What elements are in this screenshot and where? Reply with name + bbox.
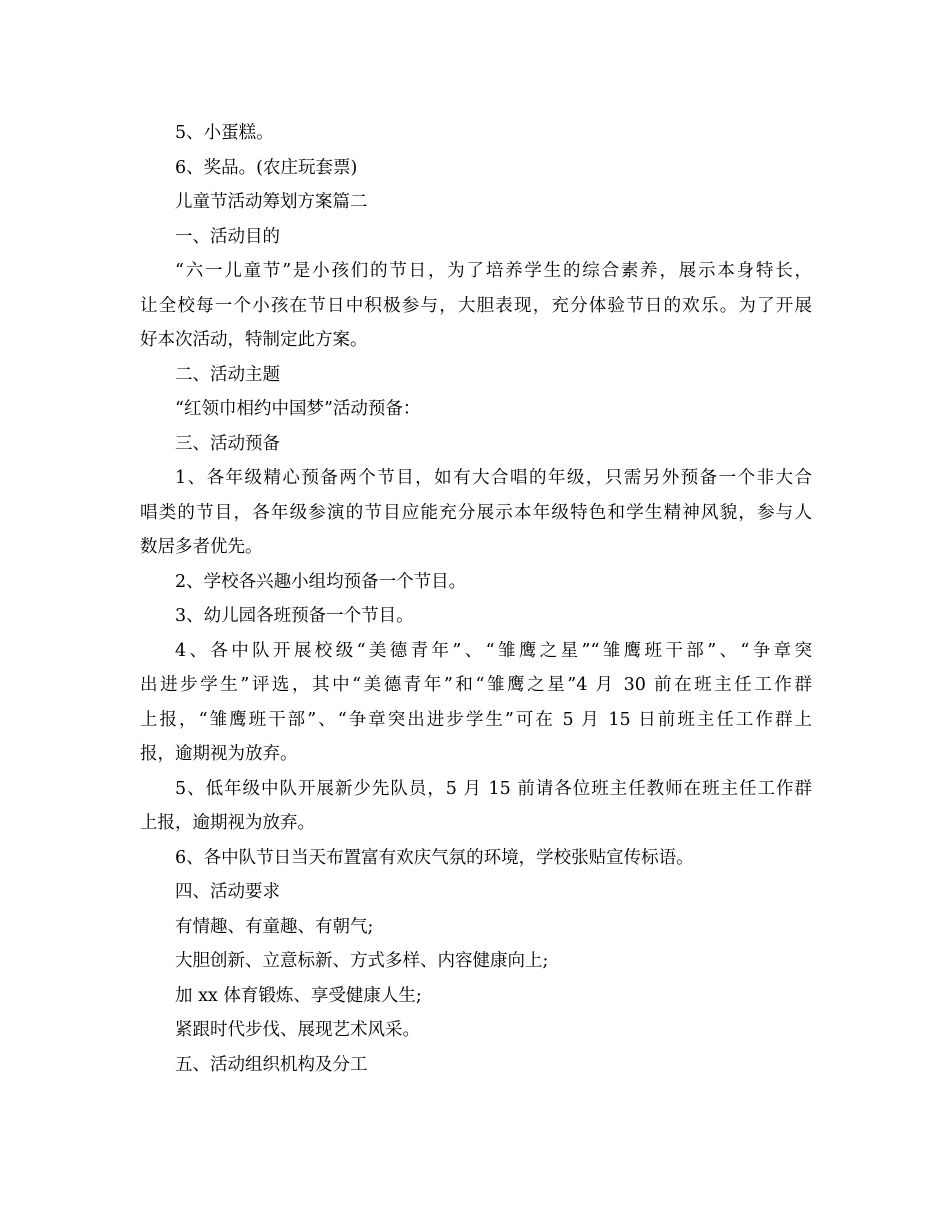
text-line: 出进步学生”评选，其中“美德青年”和“雏鹰之星”4 月 30 前在班主任工作群	[140, 675, 812, 695]
text-line: 5、低年级中队开展新少先队员，5 月 15 前请各位班主任教师在班主任工作群	[175, 778, 812, 799]
text-line: 大胆创新、立意标新、方式多样、内容健康向上;	[175, 951, 549, 971]
text-line: 让全校每一个小孩在节日中积极参与，大胆表现，充分体验节日的欢乐。为了开展	[140, 295, 812, 316]
text-line: 三、活动预备	[175, 433, 280, 454]
text-line: 上报，逾期视为放弃。	[140, 813, 315, 833]
text-line: 四、活动要求	[175, 882, 280, 902]
text-line: 加 xx 体育锻炼、享受健康人生;	[175, 985, 422, 1006]
document-body	[140, 116, 812, 1082]
text-line: 5、小蛋糕。	[175, 123, 274, 143]
text-line: 紧跟时代步伐、展现艺术风采。	[175, 1020, 420, 1040]
text-line: 报，逾期视为放弃。	[140, 744, 298, 764]
text-line: 6、奖品。(农庄玩套票)	[175, 157, 358, 178]
text-line: “六一儿童节”是小孩们的节日，为了培养学生的综合素养，展示本身特长，	[175, 261, 812, 281]
text-line: 上报，“雏鹰班干部”、“争章突出进步学生”可在 5 月 15 日前班主任工作群上	[140, 709, 812, 730]
text-line: 4、各中队开展校级“美德青年”、“雏鹰之星”“雏鹰班干部”、“争章突	[175, 640, 812, 661]
text-line: 有情趣、有童趣、有朝气;	[175, 916, 374, 937]
text-line: 儿童节活动筹划方案篇二	[175, 192, 368, 212]
text-line: 数居多者优先。	[140, 537, 263, 557]
text-line: 唱类的节目，各年级参演的节目应能充分展示本年级特色和学生精神风貌，参与人	[140, 502, 812, 523]
text-line: 好本次活动，特制定此方案。	[140, 330, 368, 350]
text-line: “红领巾相约中国梦”活动预备：	[175, 399, 421, 419]
text-line: 二、活动主题	[175, 364, 280, 385]
text-line: 6、各中队节日当天布置富有欢庆气氛的环境，学校张贴宣传标语。	[175, 847, 694, 868]
text-line: 五、活动组织机构及分工	[175, 1054, 368, 1075]
text-line: 1、各年级精心预备两个节目，如有大合唱的年级，只需另外预备一个非大合	[175, 468, 812, 488]
text-line: 一、活动目的	[175, 226, 280, 247]
text-line: 2、学校各兴趣小组均预备一个节目。	[175, 571, 467, 592]
text-line: 3、幼儿园各班预备一个节目。	[175, 606, 414, 626]
